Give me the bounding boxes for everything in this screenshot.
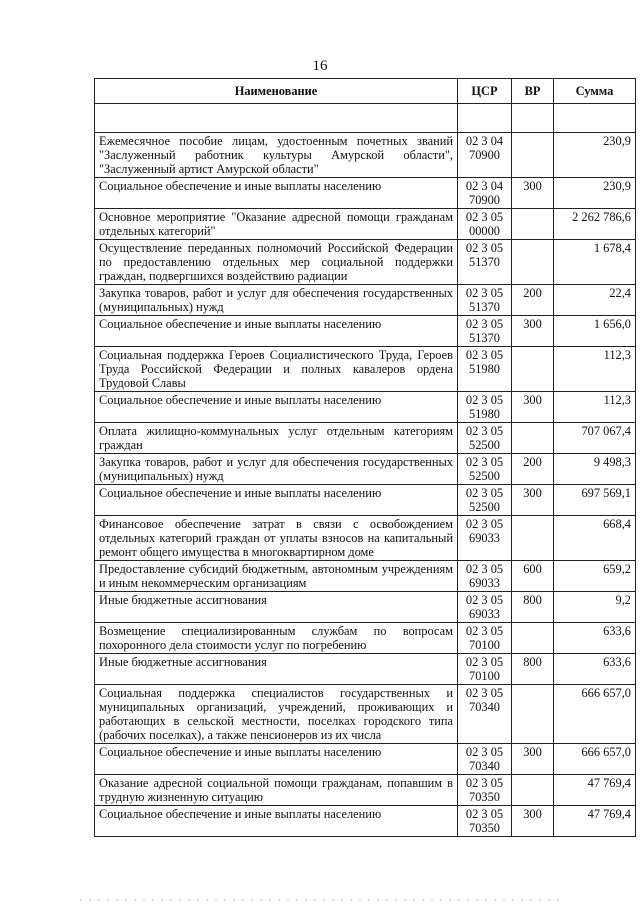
table-row xyxy=(95,392,636,423)
row-vr: 300 xyxy=(512,392,554,423)
table-row xyxy=(95,592,636,623)
row-name: Возмещение специализированным службам по вопросам похоронного дела стоимости услуг по погребению xyxy=(95,623,458,654)
row-name: Закупка товаров, работ и услуг для обеспечения государственных (муниципальных) нужд xyxy=(95,454,458,485)
table-row xyxy=(95,685,636,744)
row-name: Социальное обеспечение и иные выплаты населению xyxy=(95,392,458,423)
table-row xyxy=(95,561,636,592)
row-vr: 600 xyxy=(512,561,554,592)
page-number: 16 xyxy=(312,58,328,74)
header-spacer-row xyxy=(95,104,636,133)
row-name: Оказание адресной социальной помощи гражданам, попавшим в трудную жизненную ситуацию xyxy=(95,775,458,806)
row-sum: 230,9 xyxy=(554,133,636,178)
row-csr: 02 3 05 69033 xyxy=(458,561,512,592)
table-row xyxy=(95,423,636,454)
row-vr xyxy=(512,347,554,392)
row-csr: 02 3 05 70340 xyxy=(458,685,512,744)
row-vr xyxy=(512,423,554,454)
row-csr: 02 3 05 52500 xyxy=(458,485,512,516)
row-vr xyxy=(512,133,554,178)
row-name: Социальное обеспечение и иные выплаты населению xyxy=(95,744,458,775)
row-csr: 02 3 05 51980 xyxy=(458,347,512,392)
table-row xyxy=(95,133,636,178)
row-sum: 697 569,1 xyxy=(554,485,636,516)
row-sum: 633,6 xyxy=(554,623,636,654)
row-sum: 47 769,4 xyxy=(554,806,636,837)
table-row xyxy=(95,806,636,837)
row-sum: 666 657,0 xyxy=(554,744,636,775)
row-name: Иные бюджетные ассигнования xyxy=(95,654,458,685)
row-sum: 9 498,3 xyxy=(554,454,636,485)
row-name: Осуществление переданных полномочий Российской Федерации по предоставлению отдельных мер социальной поддержки граждан, подвергшихся воздействию радиации xyxy=(95,240,458,285)
row-vr xyxy=(512,240,554,285)
row-csr: 02 3 05 70100 xyxy=(458,654,512,685)
row-sum: 1 656,0 xyxy=(554,316,636,347)
row-name: Финансовое обеспечение затрат в связи с освобождением отдельных категорий граждан от уплаты взносов на капитальный ремонт общего имущества в многоквартирном доме xyxy=(95,516,458,561)
row-vr: 300 xyxy=(512,744,554,775)
row-csr: 02 3 05 70100 xyxy=(458,623,512,654)
row-vr xyxy=(512,516,554,561)
table-row xyxy=(95,454,636,485)
table-row xyxy=(95,285,636,316)
row-sum: 666 657,0 xyxy=(554,685,636,744)
row-sum: 633,6 xyxy=(554,654,636,685)
row-sum: 1 678,4 xyxy=(554,240,636,285)
row-vr: 200 xyxy=(512,285,554,316)
table-row xyxy=(95,775,636,806)
row-csr: 02 3 05 00000 xyxy=(458,209,512,240)
row-vr: 800 xyxy=(512,592,554,623)
row-vr xyxy=(512,623,554,654)
row-csr: 02 3 05 51370 xyxy=(458,285,512,316)
row-name: Социальная поддержка специалистов государственных и муниципальных организаций, учреждений, проживающих и работающих в сельской местности, поселках городского типа (рабочих поселках), а также пенсионеров из их числа xyxy=(95,685,458,744)
row-csr: 02 3 05 52500 xyxy=(458,423,512,454)
row-sum: 230,9 xyxy=(554,178,636,209)
table-row xyxy=(95,516,636,561)
scan-artifact xyxy=(80,899,560,901)
row-name: Оплата жилищно-коммунальных услуг отдельным категориям граждан xyxy=(95,423,458,454)
table-body xyxy=(95,104,636,837)
row-csr: 02 3 05 52500 xyxy=(458,454,512,485)
row-name: Социальное обеспечение и иные выплаты населению xyxy=(95,178,458,209)
row-csr: 02 3 05 51980 xyxy=(458,392,512,423)
row-vr: 200 xyxy=(512,454,554,485)
row-vr xyxy=(512,775,554,806)
row-csr: 02 3 05 70340 xyxy=(458,744,512,775)
row-csr: 02 3 05 70350 xyxy=(458,806,512,837)
row-name: Социальное обеспечение и иные выплаты населению xyxy=(95,316,458,347)
row-csr: 02 3 05 70350 xyxy=(458,775,512,806)
row-csr: 02 3 05 51370 xyxy=(458,240,512,285)
row-sum: 47 769,4 xyxy=(554,775,636,806)
table-row xyxy=(95,623,636,654)
row-vr: 300 xyxy=(512,485,554,516)
row-vr: 800 xyxy=(512,654,554,685)
table-row xyxy=(95,485,636,516)
header-name: Наименование xyxy=(95,79,458,104)
row-name: Основное мероприятие "Оказание адресной помощи гражданам отдельных категорий" xyxy=(95,209,458,240)
row-sum: 22,4 xyxy=(554,285,636,316)
row-name: Предоставление субсидий бюджетным, автономным учреждениям и иным некоммерческим организациям xyxy=(95,561,458,592)
row-name: Социальное обеспечение и иные выплаты населению xyxy=(95,485,458,516)
row-csr: 02 3 05 51370 xyxy=(458,316,512,347)
row-vr xyxy=(512,685,554,744)
table-row xyxy=(95,240,636,285)
table-row xyxy=(95,209,636,240)
budget-table xyxy=(94,78,636,837)
row-vr: 300 xyxy=(512,178,554,209)
row-name: Закупка товаров, работ и услуг для обеспечения государственных (муниципальных) нужд xyxy=(95,285,458,316)
table-row xyxy=(95,654,636,685)
header-sum: Сумма xyxy=(554,79,636,104)
header-vr: ВР xyxy=(512,79,554,104)
table-header-row xyxy=(95,79,636,104)
table-row xyxy=(95,744,636,775)
row-csr: 02 3 05 69033 xyxy=(458,592,512,623)
row-csr: 02 3 04 70900 xyxy=(458,178,512,209)
table-row xyxy=(95,347,636,392)
row-name: Ежемесячное пособие лицам, удостоенным почетных званий "Заслуженный работник культуры Амурской области", "Заслуженный артист Амурской области" xyxy=(95,133,458,178)
row-name: Социальное обеспечение и иные выплаты населению xyxy=(95,806,458,837)
row-sum: 2 262 786,6 xyxy=(554,209,636,240)
row-sum: 112,3 xyxy=(554,347,636,392)
row-sum: 9,2 xyxy=(554,592,636,623)
row-name: Социальная поддержка Героев Социалистического Труда, Героев Труда Российской Федерации и полных кавалеров ордена Трудовой Славы xyxy=(95,347,458,392)
row-csr: 02 3 05 69033 xyxy=(458,516,512,561)
row-sum: 707 067,4 xyxy=(554,423,636,454)
row-sum: 112,3 xyxy=(554,392,636,423)
row-sum: 659,2 xyxy=(554,561,636,592)
row-name: Иные бюджетные ассигнования xyxy=(95,592,458,623)
table-row xyxy=(95,178,636,209)
header-csr: ЦСР xyxy=(458,79,512,104)
row-vr: 300 xyxy=(512,806,554,837)
row-vr xyxy=(512,209,554,240)
table-row xyxy=(95,316,636,347)
row-sum: 668,4 xyxy=(554,516,636,561)
row-vr: 300 xyxy=(512,316,554,347)
row-csr: 02 3 04 70900 xyxy=(458,133,512,178)
